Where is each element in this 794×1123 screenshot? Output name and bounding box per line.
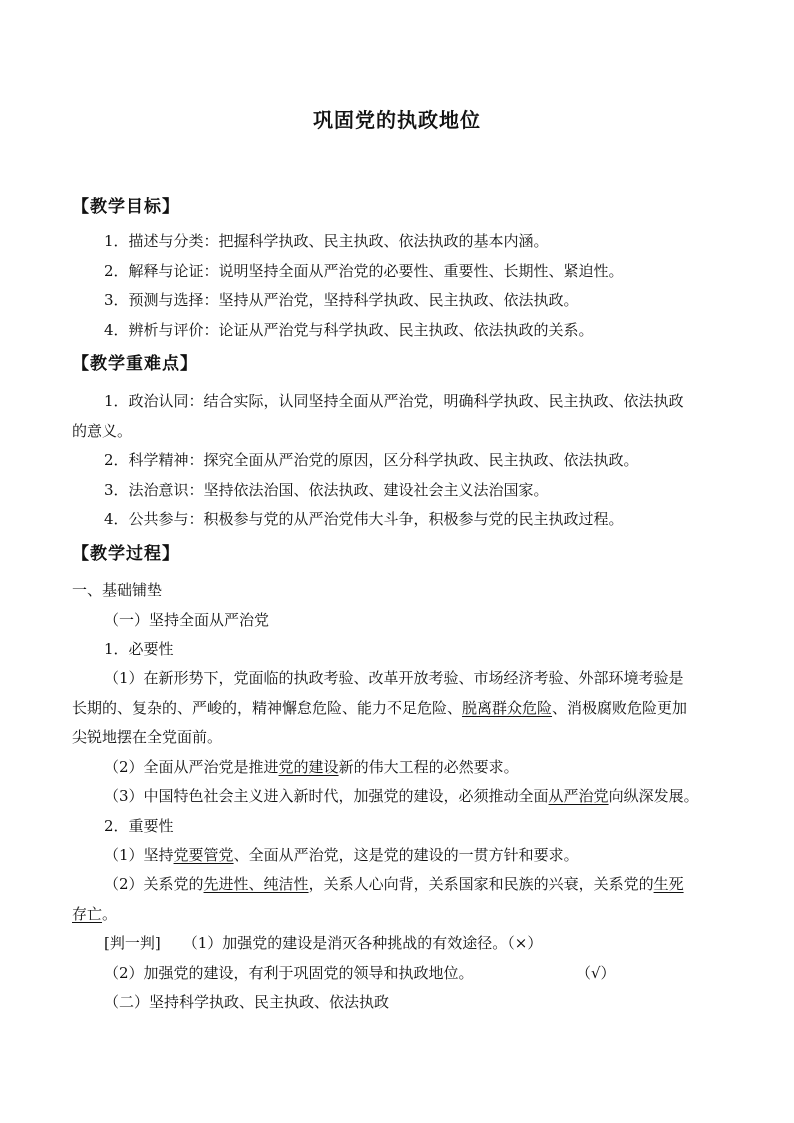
key-point-item-1-line-2: 的意义。 xyxy=(72,422,133,440)
heading-process: 【教学过程】 xyxy=(72,544,180,564)
key-point-item-4: 4．公共参与：积极参与党的从严治党伟大斗争，积极参与党的民主执政过程。 xyxy=(104,510,624,528)
text-segment: （1）坚持 xyxy=(104,846,174,864)
underlined-term: 存亡 xyxy=(72,905,103,923)
judge-line-1 xyxy=(104,933,542,953)
text-segment: （2）全面从严治党是推进 xyxy=(104,758,279,776)
necessity-p3 xyxy=(104,786,699,806)
necessity-p1-line-1: （1）在新形势下，党面临的执政考验、改革开放考验、市场经济考验、外部环境考验是 xyxy=(104,669,684,687)
judge-question-1: （1）加强党的建设是消灭各种挑战的有效途径。（×） xyxy=(182,934,543,952)
subsection-1-title: （一）坚持全面从严治党 xyxy=(104,611,270,629)
text-segment: 、消极腐败危险更加 xyxy=(552,699,688,717)
text-segment: （3）中国特色社会主义进入新时代，加强党的建设，必须推动全面 xyxy=(104,787,549,805)
necessity-p1-line-3: 尖锐地摆在全党面前。 xyxy=(72,728,223,746)
heading-objectives: 【教学目标】 xyxy=(72,197,180,217)
judge-answer-2: （√） xyxy=(576,964,616,982)
text-segment: ，关系人心向背，关系国家和民族的兴衰，关系党的 xyxy=(308,875,654,893)
objective-item-2: 2．解释与论证：说明坚持全面从严治党的必要性、重要性、长期性、紧迫性。 xyxy=(104,262,624,280)
judge-question-2: （2）加强党的建设，有利于巩固党的领导和执政地位。 xyxy=(104,964,474,982)
objective-item-1: 1．描述与分类：把握科学执政、民主执政、依法执政的基本内涵。 xyxy=(104,232,549,250)
underlined-term: 从严治党 xyxy=(548,787,609,805)
importance-p2-line-2 xyxy=(72,904,117,924)
text-segment: 长期的、复杂的、严峻的，精神懈怠危险、能力不足危险、 xyxy=(72,699,463,717)
heading-key-points: 【教学重难点】 xyxy=(72,354,198,374)
judge-label: [判一判] xyxy=(104,934,161,952)
text-segment: 、全面从严治党，这是党的建设的一贯方针和要求。 xyxy=(233,846,579,864)
underlined-term: 党的建设 xyxy=(278,758,339,776)
necessity-p2 xyxy=(104,757,519,777)
text-segment: 新的伟大工程的必然要求。 xyxy=(338,758,519,776)
objective-item-4: 4．辨析与评价：论证从严治党与科学执政、民主执政、依法执政的关系。 xyxy=(104,321,594,339)
importance-p2-line-1 xyxy=(104,874,684,894)
key-point-item-2: 2．科学精神：探究全面从严治党的原因，区分科学执政、民主执政、依法执政。 xyxy=(104,451,639,469)
text-segment: 向纵深发展。 xyxy=(608,787,699,805)
importance-p1 xyxy=(104,845,579,865)
key-point-item-3: 3．法治意识：坚持依法治国、依法执政、建设社会主义法治国家。 xyxy=(104,481,549,499)
document-title: 巩固党的执政地位 xyxy=(313,108,481,132)
part-1-title: 一、基础铺垫 xyxy=(72,581,163,599)
underlined-term: 脱离群众危险 xyxy=(462,699,553,717)
necessity-p1-line-2 xyxy=(72,698,687,718)
objective-item-3: 3．预测与选择：坚持从严治党，坚持科学执政、民主执政、依法执政。 xyxy=(104,291,579,309)
subsection-2-title: （二）坚持科学执政、民主执政、依法执政 xyxy=(104,993,390,1011)
underlined-term: 先进性、纯洁性 xyxy=(203,875,309,893)
underlined-term: 生死 xyxy=(653,875,684,893)
text-segment: 。 xyxy=(102,905,118,923)
key-point-item-1-line-1: 1．政治认同：结合实际，认同坚持全面从严治党，明确科学执政、民主执政、依法执政 xyxy=(104,392,684,410)
text-segment: （2）关系党的 xyxy=(104,875,204,893)
necessity-label: 1．必要性 xyxy=(104,640,174,658)
underlined-term: 党要管党 xyxy=(173,846,234,864)
importance-label: 2．重要性 xyxy=(104,817,174,835)
